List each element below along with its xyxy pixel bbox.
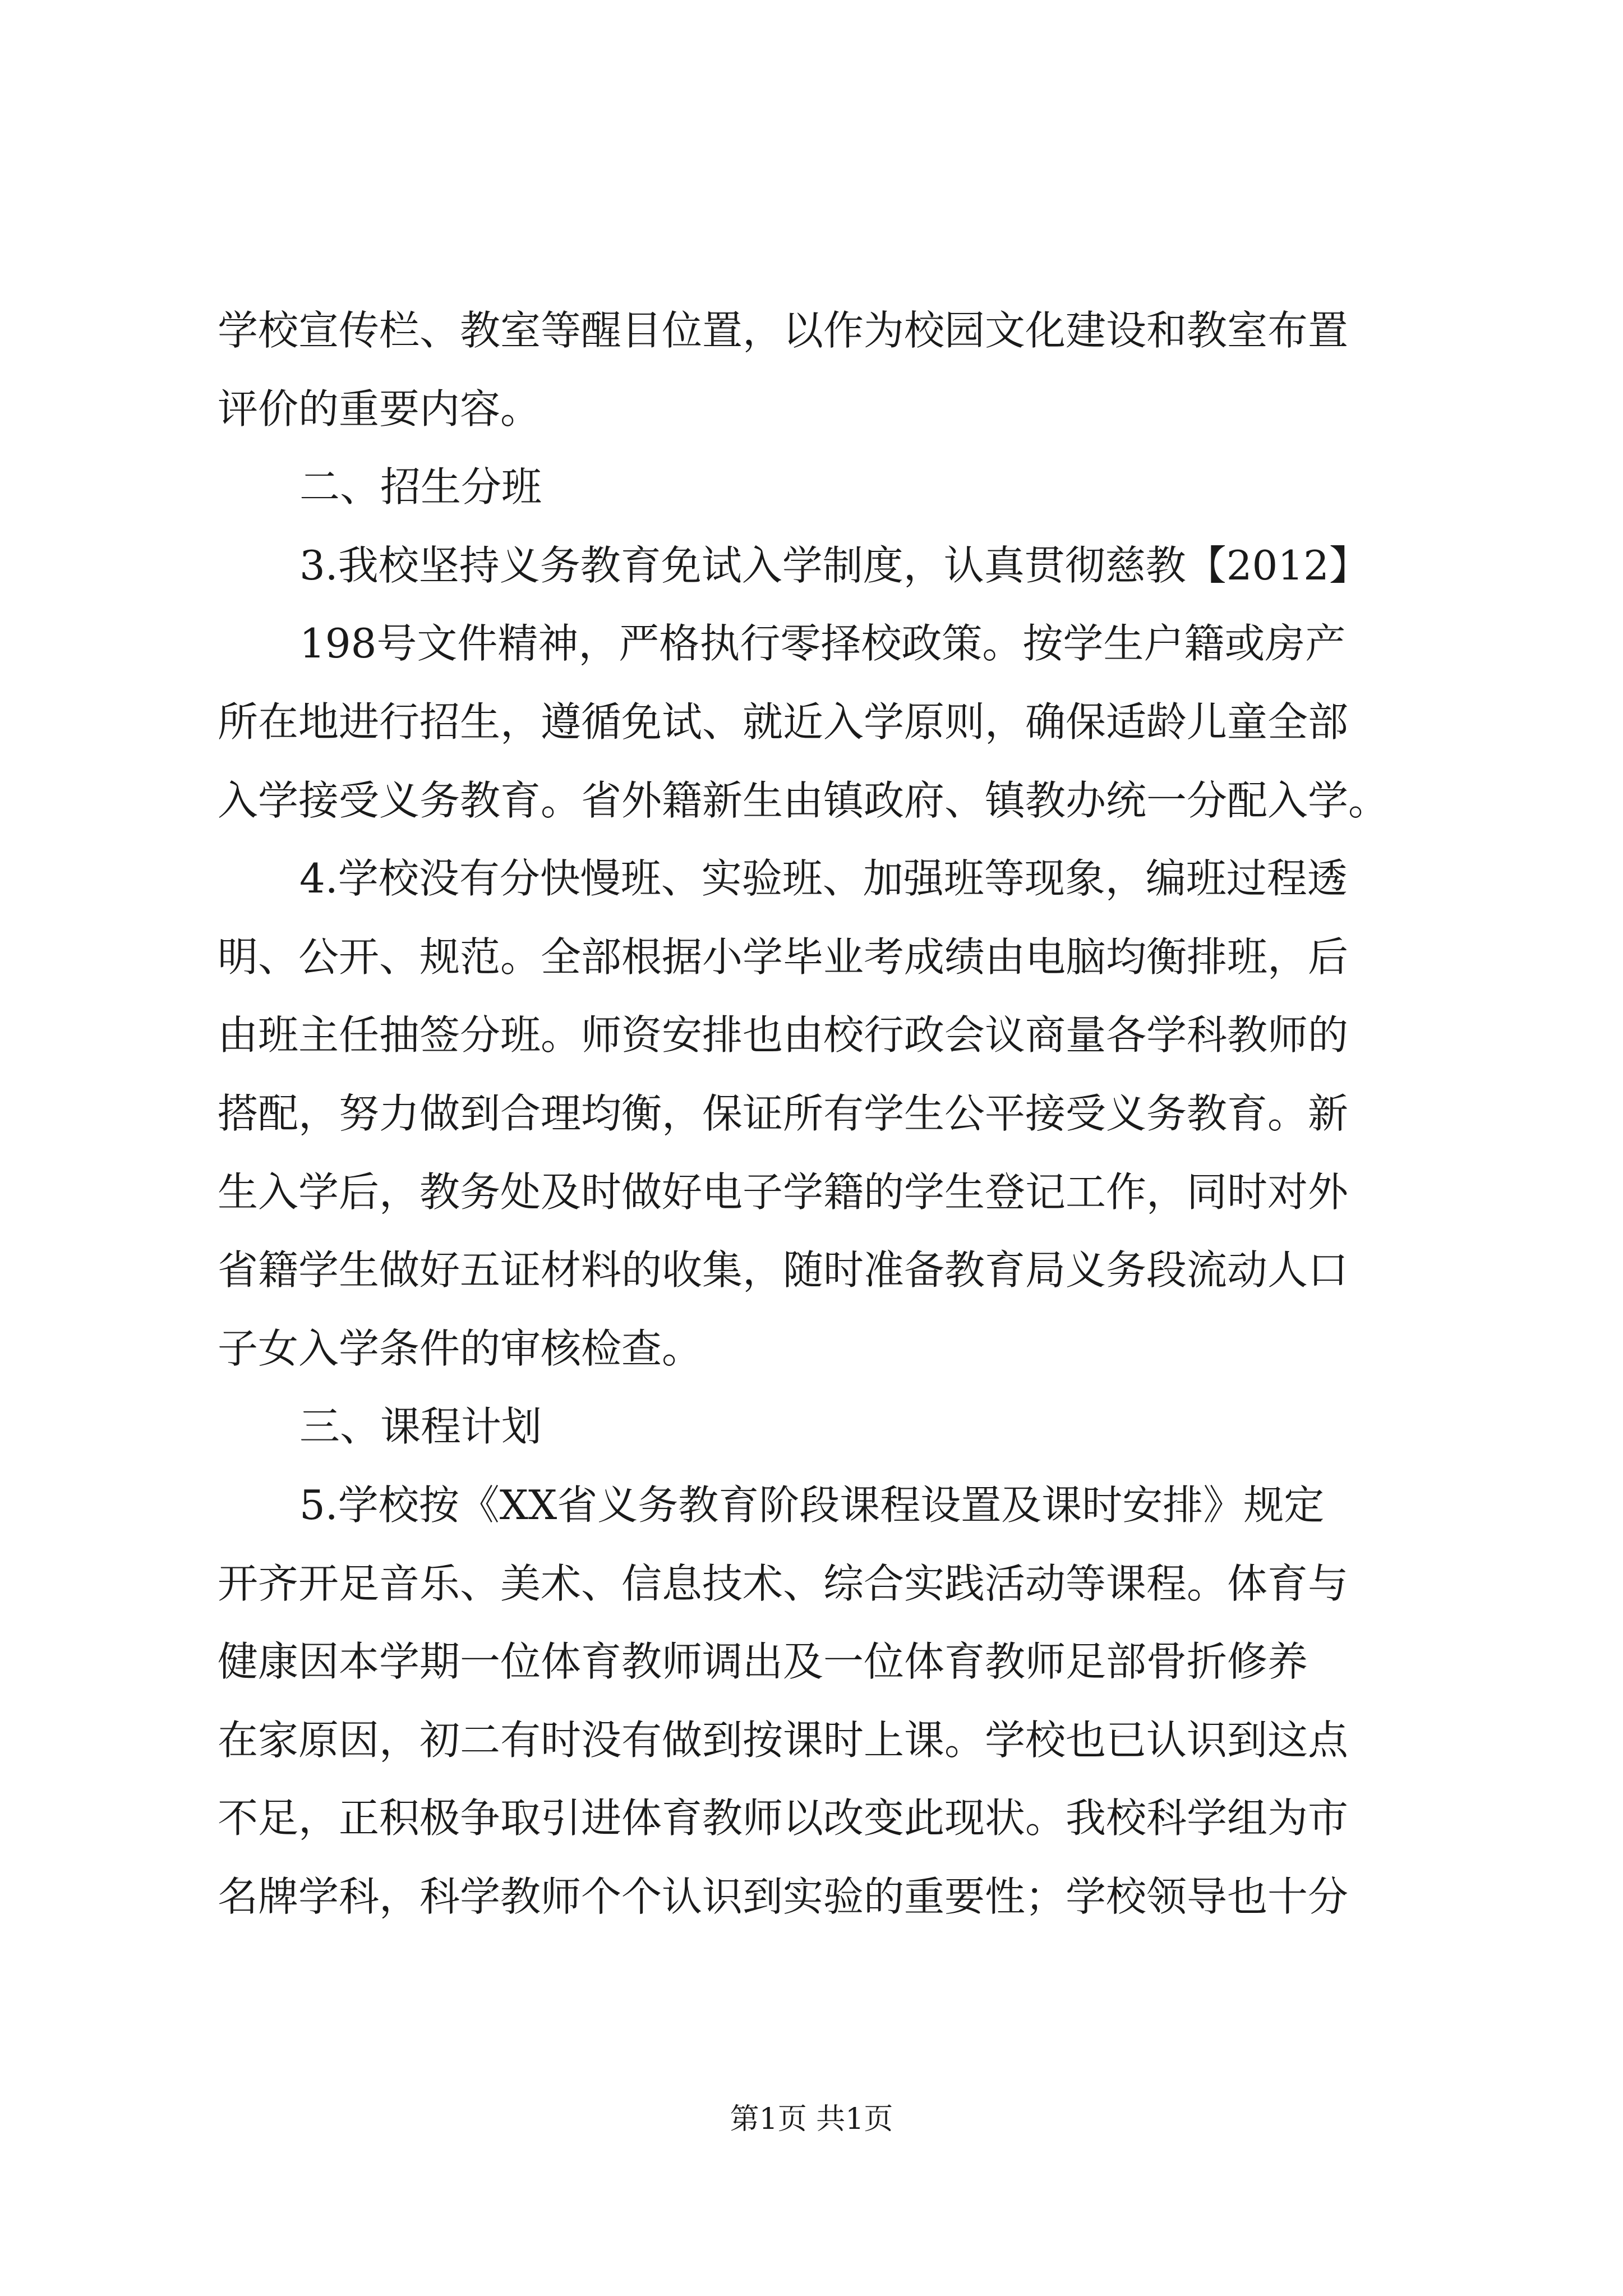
text-line: 明、公开、规范。全部根据小学毕业考成绩由电脑均衡排班，后 (218, 933, 1349, 981)
text-line: 学校宣传栏、教室等醒目位置，以作为校园文化建设和教室布置 (218, 307, 1349, 354)
text-line: 子女入学条件的审核检查。 (218, 1324, 703, 1372)
document-body (218, 292, 1426, 1936)
text-line: 入学接受义务教育。省外籍新生由镇政府、镇教办统一分配入学。 (218, 776, 1389, 824)
text-line: 生入学后，教务处及时做好电子学籍的学生登记工作，同时对外 (218, 1168, 1349, 1216)
text-line: 198号文件精神，严格执行零择校政策。按学生户籍或房产 (299, 620, 1346, 668)
text-line: 在家原因，初二有时没有做到按课时上课。学校也已认识到这点 (218, 1716, 1349, 1764)
text-line: 开齐开足音乐、美术、信息技术、综合实践活动等课程。体育与 (218, 1559, 1349, 1607)
text-line: 由班主任抽签分班。师资安排也由校行政会议商量各学科教师的 (218, 1011, 1349, 1059)
text-line: 5.学校按《XX省义务教育阶段课程设置及课时安排》规定 (299, 1481, 1325, 1529)
text-line: 4.学校没有分快慢班、实验班、加强班等现象，编班过程透 (299, 855, 1348, 903)
text-line: 所在地进行招生，遵循免试、就近入学原则，确保适龄儿童全部 (218, 698, 1349, 746)
text-line: 二、招生分班 (299, 463, 542, 511)
text-line: 搭配，努力做到合理均衡，保证所有学生公平接受义务教育。新 (218, 1089, 1349, 1137)
text-line: 三、课程计划 (299, 1403, 542, 1451)
page-footer: 第1页 共1页 (730, 2102, 893, 2136)
text-line: 3.我校坚持义务教育免试入学制度，认真贯彻慈教【2012】 (299, 541, 1370, 589)
text-line: 健康因本学期一位体育教师调出及一位体育教师足部骨折修养 (218, 1638, 1308, 1686)
text-line: 评价的重要内容。 (218, 385, 541, 432)
text-line: 名牌学科，科学教师个个认识到实验的重要性；学校领导也十分 (218, 1872, 1349, 1920)
text-line: 不足，正积极争取引进体育教师以改变此现状。我校科学组为市 (218, 1795, 1349, 1842)
text-line: 省籍学生做好五证材料的收集，随时准备教育局义务段流动人口 (218, 1246, 1349, 1294)
